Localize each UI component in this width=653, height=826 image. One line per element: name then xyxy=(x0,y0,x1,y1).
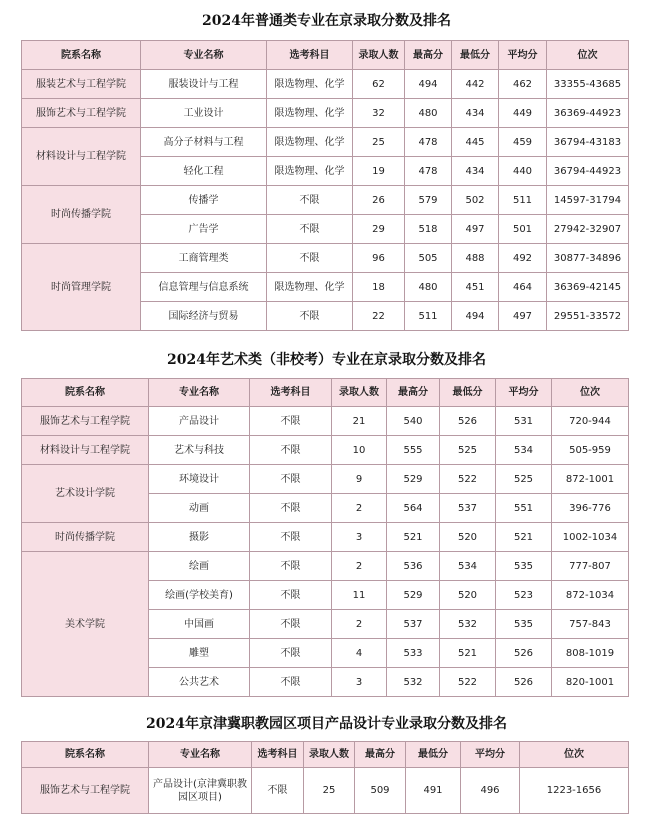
major-cell: 公共艺术 xyxy=(149,668,250,697)
rank-cell: 33355-43685 xyxy=(547,70,629,99)
count-cell: 21 xyxy=(332,407,387,436)
rank-cell: 36369-44923 xyxy=(547,99,629,128)
avg-score-cell: 464 xyxy=(499,273,547,302)
rank-cell: 396-776 xyxy=(552,494,629,523)
major-cell: 产品设计(京津冀职教园区项目) xyxy=(149,768,252,814)
column-header: 选考科目 xyxy=(252,742,304,768)
avg-score-cell: 531 xyxy=(496,407,552,436)
subject-cell: 不限 xyxy=(252,768,304,814)
subject-cell: 限选物理、化学 xyxy=(267,70,353,99)
min-score-cell: 537 xyxy=(440,494,496,523)
subject-cell: 不限 xyxy=(250,494,332,523)
avg-score-cell: 449 xyxy=(499,99,547,128)
count-cell: 2 xyxy=(332,610,387,639)
count-cell: 2 xyxy=(332,552,387,581)
subject-cell: 不限 xyxy=(250,436,332,465)
column-header: 最高分 xyxy=(355,742,406,768)
max-score-cell: 532 xyxy=(387,668,440,697)
count-cell: 2 xyxy=(332,494,387,523)
avg-score-cell: 526 xyxy=(496,668,552,697)
max-score-cell: 509 xyxy=(355,768,406,814)
max-score-cell: 529 xyxy=(387,581,440,610)
rank-cell: 36794-43183 xyxy=(547,128,629,157)
max-score-cell: 480 xyxy=(405,99,452,128)
column-header: 录取人数 xyxy=(353,41,405,70)
subject-cell: 限选物理、化学 xyxy=(267,128,353,157)
college-cell: 服装艺术与工程学院 xyxy=(22,70,141,99)
avg-score-cell: 535 xyxy=(496,552,552,581)
max-score-cell: 478 xyxy=(405,128,452,157)
max-score-cell: 505 xyxy=(405,244,452,273)
subject-cell: 不限 xyxy=(267,186,353,215)
section2-title: 2024年艺术类（非校考）专业在京录取分数及排名 xyxy=(167,352,486,368)
college-cell: 服饰艺术与工程学院 xyxy=(22,407,149,436)
min-score-cell: 522 xyxy=(440,465,496,494)
rank-cell: 30877-34896 xyxy=(547,244,629,273)
max-score-cell: 518 xyxy=(405,215,452,244)
column-header: 最低分 xyxy=(452,41,499,70)
subject-cell: 不限 xyxy=(250,581,332,610)
college-cell: 时尚传播学院 xyxy=(22,523,149,552)
table-row xyxy=(22,436,629,465)
table-row xyxy=(22,70,629,99)
avg-score-cell: 535 xyxy=(496,610,552,639)
major-cell: 产品设计 xyxy=(149,407,250,436)
subject-cell: 不限 xyxy=(250,610,332,639)
major-cell: 国际经济与贸易 xyxy=(141,302,267,331)
count-cell: 22 xyxy=(353,302,405,331)
column-header: 专业名称 xyxy=(141,41,267,70)
avg-score-cell: 526 xyxy=(496,639,552,668)
major-cell: 工商管理类 xyxy=(141,244,267,273)
rank-cell: 1002-1034 xyxy=(552,523,629,552)
avg-score-cell: 496 xyxy=(461,768,520,814)
major-cell: 信息管理与信息系统 xyxy=(141,273,267,302)
min-score-cell: 526 xyxy=(440,407,496,436)
avg-score-cell: 462 xyxy=(499,70,547,99)
column-header: 选考科目 xyxy=(250,379,332,407)
avg-score-cell: 459 xyxy=(499,128,547,157)
count-cell: 25 xyxy=(304,768,355,814)
column-header: 录取人数 xyxy=(332,379,387,407)
count-cell: 25 xyxy=(353,128,405,157)
major-cell: 绘画(学校美育) xyxy=(149,581,250,610)
table-row xyxy=(22,552,629,581)
table-row xyxy=(22,99,629,128)
table-general-admission xyxy=(21,40,629,331)
rank-cell: 872-1001 xyxy=(552,465,629,494)
table-jjj-admission xyxy=(21,741,629,814)
count-cell: 9 xyxy=(332,465,387,494)
major-cell: 摄影 xyxy=(149,523,250,552)
rank-cell: 36369-42145 xyxy=(547,273,629,302)
major-cell: 动画 xyxy=(149,494,250,523)
column-header: 最低分 xyxy=(440,379,496,407)
count-cell: 29 xyxy=(353,215,405,244)
subject-cell: 不限 xyxy=(250,465,332,494)
max-score-cell: 555 xyxy=(387,436,440,465)
major-cell: 传播学 xyxy=(141,186,267,215)
min-score-cell: 532 xyxy=(440,610,496,639)
count-cell: 62 xyxy=(353,70,405,99)
rank-cell: 27942-32907 xyxy=(547,215,629,244)
table-row xyxy=(22,407,629,436)
column-header: 平均分 xyxy=(499,41,547,70)
table-row xyxy=(22,768,629,814)
major-cell: 工业设计 xyxy=(141,99,267,128)
rank-cell: 29551-33572 xyxy=(547,302,629,331)
college-cell: 服饰艺术与工程学院 xyxy=(22,768,149,814)
count-cell: 3 xyxy=(332,668,387,697)
max-score-cell: 537 xyxy=(387,610,440,639)
avg-score-cell: 511 xyxy=(499,186,547,215)
max-score-cell: 540 xyxy=(387,407,440,436)
min-score-cell: 520 xyxy=(440,581,496,610)
max-score-cell: 511 xyxy=(405,302,452,331)
college-cell: 美术学院 xyxy=(22,552,149,697)
header-row xyxy=(22,41,629,70)
min-score-cell: 497 xyxy=(452,215,499,244)
rank-cell: 777-807 xyxy=(552,552,629,581)
college-cell: 材料设计与工程学院 xyxy=(22,436,149,465)
column-header: 专业名称 xyxy=(149,742,252,768)
min-score-cell: 502 xyxy=(452,186,499,215)
max-score-cell: 579 xyxy=(405,186,452,215)
table-row xyxy=(22,523,629,552)
column-header: 最低分 xyxy=(406,742,461,768)
major-cell: 雕塑 xyxy=(149,639,250,668)
table-row xyxy=(22,465,629,494)
count-cell: 96 xyxy=(353,244,405,273)
subject-cell: 不限 xyxy=(267,215,353,244)
rank-cell: 808-1019 xyxy=(552,639,629,668)
count-cell: 32 xyxy=(353,99,405,128)
college-cell: 艺术设计学院 xyxy=(22,465,149,523)
rank-cell: 36794-44923 xyxy=(547,157,629,186)
min-score-cell: 521 xyxy=(440,639,496,668)
subject-cell: 不限 xyxy=(267,244,353,273)
college-cell: 时尚传播学院 xyxy=(22,186,141,244)
subject-cell: 不限 xyxy=(250,552,332,581)
column-header: 选考科目 xyxy=(267,41,353,70)
avg-score-cell: 523 xyxy=(496,581,552,610)
major-cell: 环境设计 xyxy=(149,465,250,494)
subject-cell: 限选物理、化学 xyxy=(267,157,353,186)
major-cell: 艺术与科技 xyxy=(149,436,250,465)
max-score-cell: 536 xyxy=(387,552,440,581)
subject-cell: 不限 xyxy=(250,668,332,697)
avg-score-cell: 501 xyxy=(499,215,547,244)
column-header: 位次 xyxy=(547,41,629,70)
count-cell: 11 xyxy=(332,581,387,610)
subject-cell: 不限 xyxy=(267,302,353,331)
max-score-cell: 480 xyxy=(405,273,452,302)
major-cell: 广告学 xyxy=(141,215,267,244)
column-header: 院系名称 xyxy=(22,41,141,70)
column-header: 位次 xyxy=(520,742,629,768)
min-score-cell: 520 xyxy=(440,523,496,552)
column-header: 院系名称 xyxy=(22,742,149,768)
subject-cell: 不限 xyxy=(250,523,332,552)
min-score-cell: 488 xyxy=(452,244,499,273)
min-score-cell: 522 xyxy=(440,668,496,697)
college-cell: 材料设计与工程学院 xyxy=(22,128,141,186)
table-row xyxy=(22,186,629,215)
count-cell: 10 xyxy=(332,436,387,465)
max-score-cell: 494 xyxy=(405,70,452,99)
college-cell: 时尚管理学院 xyxy=(22,244,141,331)
rank-cell: 720-944 xyxy=(552,407,629,436)
column-header: 最高分 xyxy=(387,379,440,407)
count-cell: 26 xyxy=(353,186,405,215)
min-score-cell: 451 xyxy=(452,273,499,302)
header-row xyxy=(22,379,629,407)
rank-cell: 872-1034 xyxy=(552,581,629,610)
table-row xyxy=(22,128,629,157)
major-cell: 绘画 xyxy=(149,552,250,581)
avg-score-cell: 492 xyxy=(499,244,547,273)
subject-cell: 不限 xyxy=(250,639,332,668)
major-cell: 轻化工程 xyxy=(141,157,267,186)
avg-score-cell: 525 xyxy=(496,465,552,494)
college-cell: 服饰艺术与工程学院 xyxy=(22,99,141,128)
count-cell: 19 xyxy=(353,157,405,186)
min-score-cell: 434 xyxy=(452,99,499,128)
column-header: 最高分 xyxy=(405,41,452,70)
major-cell: 中国画 xyxy=(149,610,250,639)
count-cell: 3 xyxy=(332,523,387,552)
min-score-cell: 494 xyxy=(452,302,499,331)
max-score-cell: 521 xyxy=(387,523,440,552)
section3-title: 2024年京津冀职教园区项目产品设计专业录取分数及排名 xyxy=(146,716,507,732)
rank-cell: 14597-31794 xyxy=(547,186,629,215)
count-cell: 18 xyxy=(353,273,405,302)
avg-score-cell: 551 xyxy=(496,494,552,523)
min-score-cell: 525 xyxy=(440,436,496,465)
max-score-cell: 478 xyxy=(405,157,452,186)
avg-score-cell: 534 xyxy=(496,436,552,465)
subject-cell: 不限 xyxy=(250,407,332,436)
column-header: 平均分 xyxy=(461,742,520,768)
header-row xyxy=(22,742,629,768)
avg-score-cell: 440 xyxy=(499,157,547,186)
section1-title: 2024年普通类专业在京录取分数及排名 xyxy=(202,13,451,29)
column-header: 位次 xyxy=(552,379,629,407)
count-cell: 4 xyxy=(332,639,387,668)
column-header: 平均分 xyxy=(496,379,552,407)
table-art-admission xyxy=(21,378,629,697)
avg-score-cell: 521 xyxy=(496,523,552,552)
min-score-cell: 442 xyxy=(452,70,499,99)
column-header: 录取人数 xyxy=(304,742,355,768)
column-header: 专业名称 xyxy=(149,379,250,407)
min-score-cell: 434 xyxy=(452,157,499,186)
subject-cell: 限选物理、化学 xyxy=(267,99,353,128)
min-score-cell: 491 xyxy=(406,768,461,814)
major-cell: 服装设计与工程 xyxy=(141,70,267,99)
rank-cell: 505-959 xyxy=(552,436,629,465)
subject-cell: 限选物理、化学 xyxy=(267,273,353,302)
rank-cell: 820-1001 xyxy=(552,668,629,697)
min-score-cell: 445 xyxy=(452,128,499,157)
min-score-cell: 534 xyxy=(440,552,496,581)
rank-cell: 1223-1656 xyxy=(520,768,629,814)
avg-score-cell: 497 xyxy=(499,302,547,331)
column-header: 院系名称 xyxy=(22,379,149,407)
max-score-cell: 564 xyxy=(387,494,440,523)
rank-cell: 757-843 xyxy=(552,610,629,639)
max-score-cell: 529 xyxy=(387,465,440,494)
major-cell: 高分子材料与工程 xyxy=(141,128,267,157)
max-score-cell: 533 xyxy=(387,639,440,668)
table-row xyxy=(22,244,629,273)
